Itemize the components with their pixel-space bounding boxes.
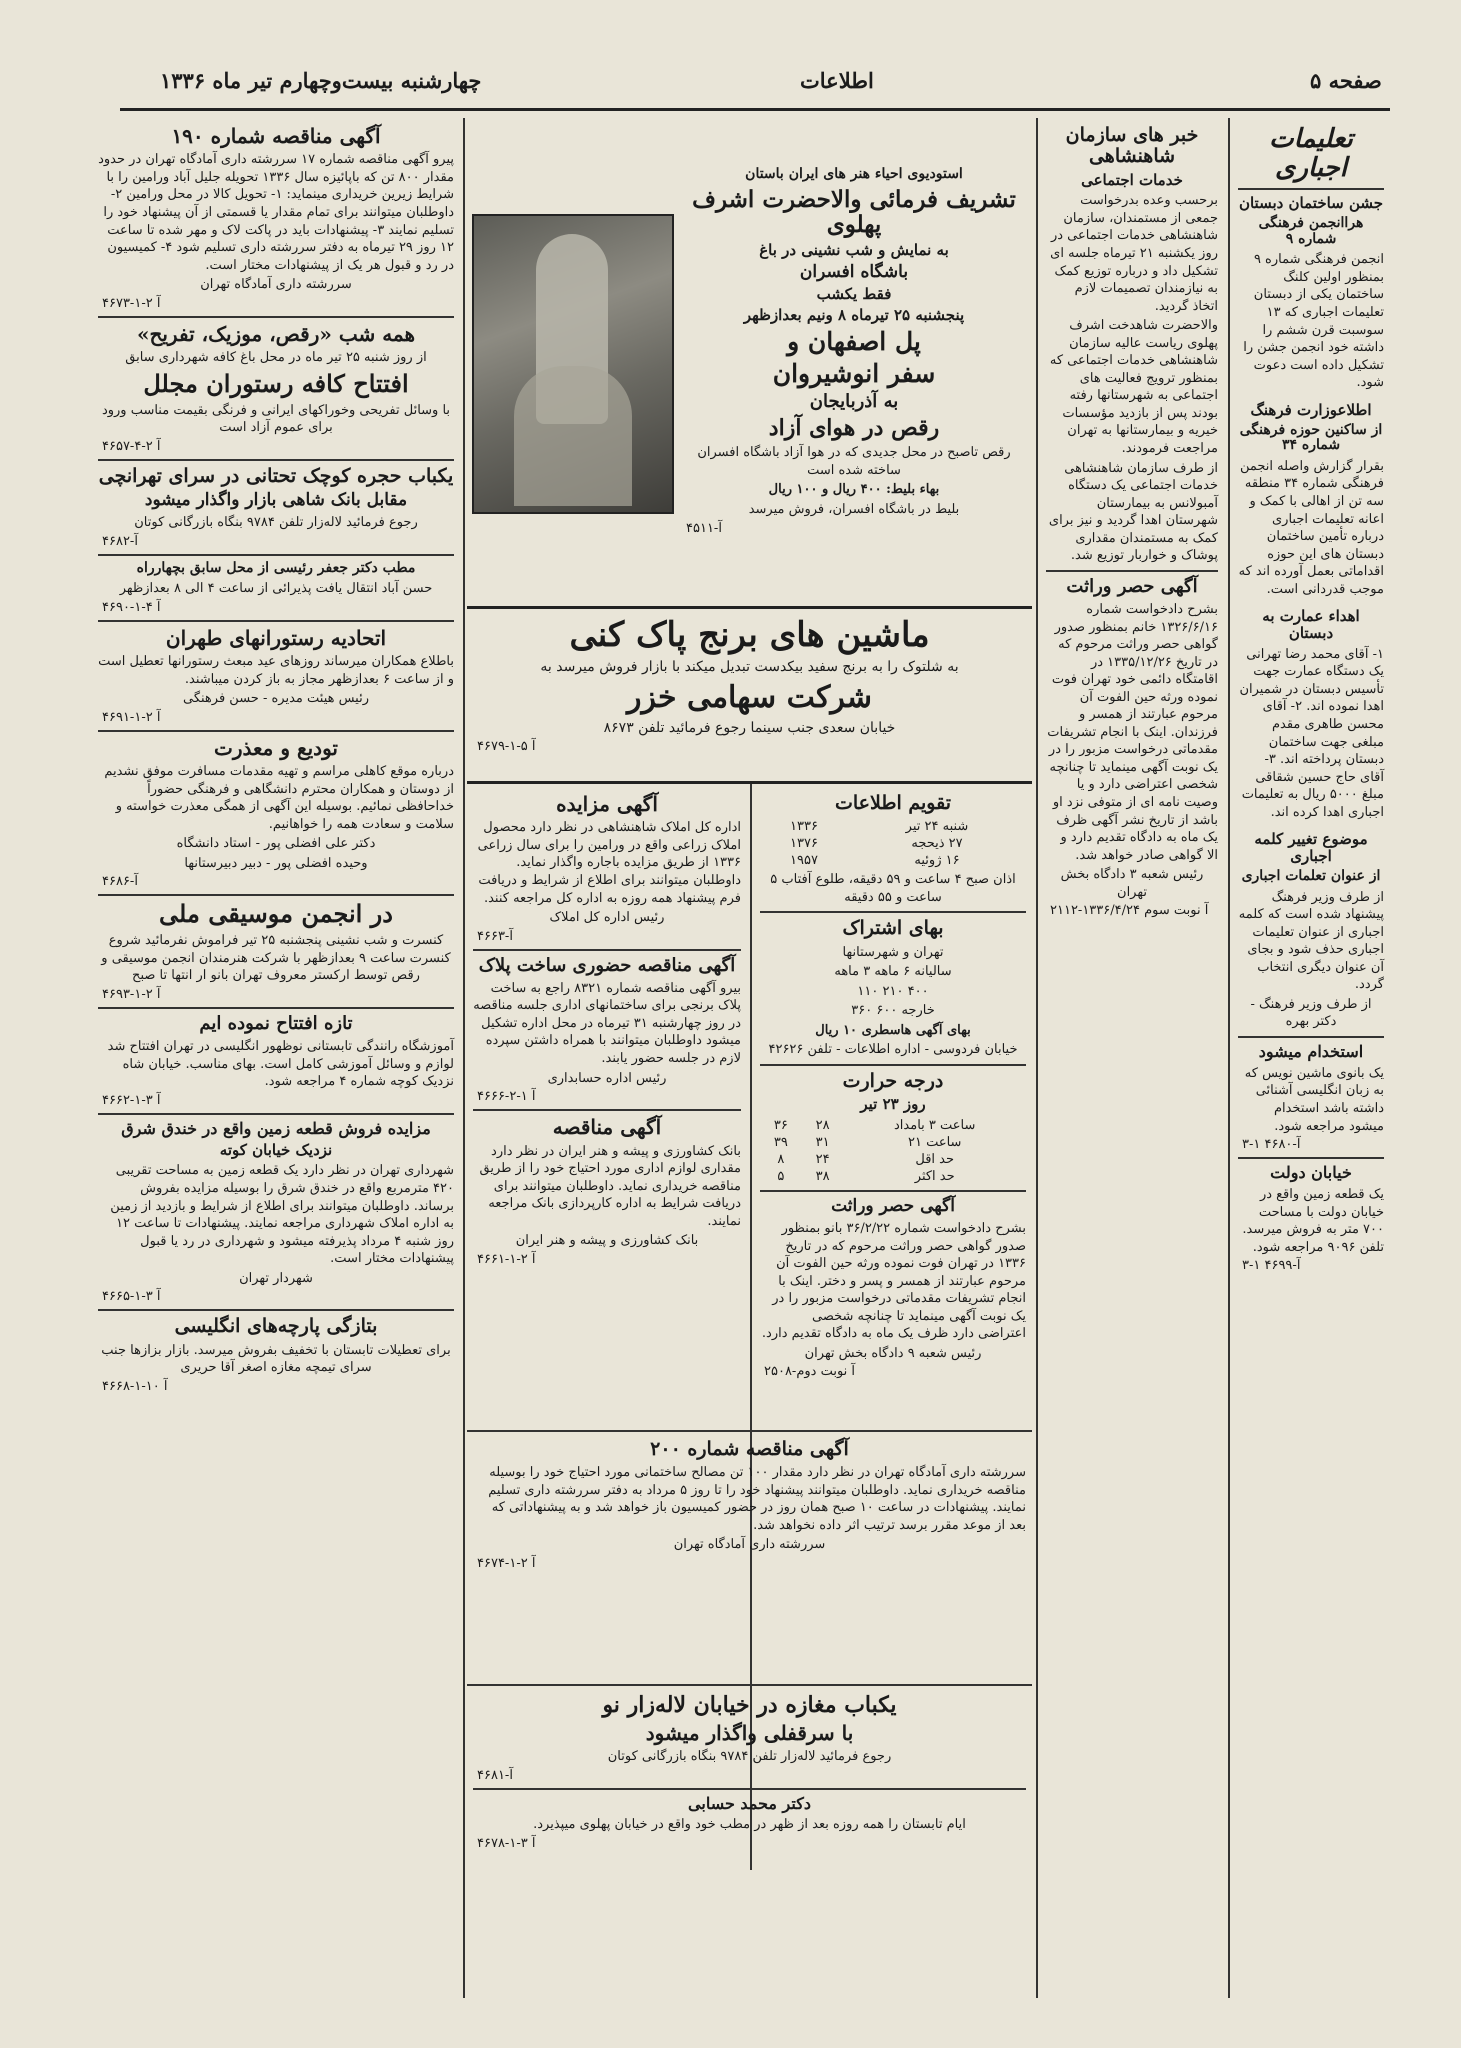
article-body: برحسب وعده بدرخواست جمعی از مستمندان، سازمان شاهنشاهی خدمات اجتماعی در روز یکشنبه ۲۱ تیرماه جلسه ای تشکیل داد و درباره توزیع کمک به نیازمندان تصمیمات لازم اتخاذ گردید.	[1050, 193, 1218, 314]
ad-code: ۴۶۸۲-آ	[102, 533, 138, 549]
section-title: خبر های سازمان شاهنشاهی	[1065, 124, 1199, 168]
rice-machine-ad	[467, 606, 1032, 784]
temperature-cell: ۸	[777, 1151, 785, 1167]
section-title: تعلیمات اجباری	[1269, 124, 1353, 184]
ad-body: اداره کل املاک شاهنشاهی در نظر دارد محصول املاک زراعی واقع در ورامین را برای سال زراعی ۱۳۳۶ از طریق مزایده باجاره واگذار نماید. داوطلبان میتوانند برای اطلاع از شرایط و دریافت فرم پیشنهاد همه روزه به اداره کل مراجعه کنند.	[477, 820, 741, 906]
ad-body: کنسرت و شب نشینی پنجشنبه ۲۵ تیر فراموش نفرمائید شروع کنسرت ساعت ۹ بعدازظهر با شرکت هنرمندان انجمن موسیقی و رقص توسط ارکستر معروف تهران بانو ار انتها تا صبح	[101, 933, 451, 984]
temperature-cell: ساعت ۳ بامداد	[894, 1117, 976, 1133]
temperature-cell: ۲۸	[815, 1117, 830, 1133]
ad-title: آگهی مناقصه شماره ۲۰۰	[650, 1438, 849, 1460]
ad-code: ۴۶۹۰-آ ۴-۱	[102, 599, 161, 615]
ad-code: ۴۶۷۳-آ ۲-۱	[102, 295, 161, 311]
ad-signature: رئیس شعبه ۳ دادگاه بخش تهران	[1060, 867, 1204, 900]
subscription-line: تهران و شهرستانها	[842, 944, 944, 960]
calendar-cell: ۱۶ ژوئیه	[914, 853, 960, 869]
page-header	[120, 58, 1390, 111]
ad-code: ۳-۱ ۴۶۹۹-آ	[1242, 1258, 1301, 1274]
ad-body: شهرداری تهران در نظر دارد یک قطعه زمین به مساحت تقریبی ۴۲۰ مترمربع واقع در خندق شرق را بوسیله مزایده بفروش برساند. داوطلبان میتوانند برای اطلاع از شرایط و بازدید از زمین به اداره املاک شهرداری مراجعه نمایند. پیشنهادات تا ساعت ۱۲ روز شنبه ۴ مرداد پذیرفته میشود و شهرداری در رد یا قبول پیشنهادات مختار است.	[110, 1163, 454, 1267]
show-program: به آذربایجان	[809, 390, 899, 412]
ad-code: ۴۶۶۱-آ ۲-۱	[477, 1251, 536, 1267]
calendar-cell: شنبه ۲۴ تیر	[905, 819, 969, 835]
show-studio: استودیوی احیاء هنر های ایران باستان	[745, 166, 963, 182]
column-rule	[1036, 118, 1038, 1998]
shop-contact: رجوع فرمائید لاله‌زار تلفن ۹۷۸۴ بنگاه بازرگانی کوتان	[607, 1749, 892, 1765]
ad-title: همه شب «رقص، موزیک، تفریح»	[136, 321, 416, 346]
ad-title: آگهی مناقصه	[552, 1115, 662, 1140]
temperature-row	[760, 1151, 1026, 1168]
ad-signature: رئیس اداره کل املاک	[549, 910, 665, 926]
temperature-cell: ساعت ۲۱	[907, 1134, 962, 1150]
ad-code: ۴۵۱۱-آ	[686, 520, 722, 536]
ad-subline: نزدیک خیابان کوته	[219, 1140, 333, 1159]
ad-code: ۴۶۹۱-آ ۲-۱	[102, 709, 161, 725]
ad-code: ۴۶۶۸-آ ۱۰-۱	[102, 1378, 168, 1394]
calendar-title: تقویم اطلاعات	[834, 792, 951, 814]
ad-signature: دکتر علی افضلی پور - استاد دانشگاه	[176, 836, 376, 852]
subscription-title: بهای اشتراک	[842, 917, 944, 940]
calendar-cell: ۱۹۵۷	[790, 853, 818, 869]
ad-body: رجوع فرمائید لاله‌زار تلفن ۹۷۸۴ بنگاه بازرگانی کوتان	[134, 514, 418, 530]
tender-200-ad	[467, 1430, 1032, 1682]
ad-body: یک بانوی ماشین نویس که به زبان انگلیسی آشنائی داشته باشد استخدام میشود مراجعه شود.	[1244, 1065, 1384, 1134]
ad-body: آموزشگاه رانندگی تابستانی نوظهور انگلیسی در تهران افتتاح شد لوازم و وسائل آموزشی کامل است. بهای مناسب. خیابان شاه نزدیک کوچه شماره ۴ مراجعه شود.	[107, 1039, 454, 1090]
article-subtitle: هراانجمن فرهنگی شماره ۹	[1258, 215, 1364, 247]
doctor-note: ایام تابستان را همه روزه بعد از ظهر در مطب خود واقع در خیابان پهلوی میپذیرد.	[533, 1817, 966, 1833]
ad-title: یکباب حجره کوچک تحتانی در سرای تهرانچی	[98, 464, 454, 487]
temperature-title: درجه حرارت	[842, 1069, 944, 1092]
ad-code: ۴۶۶۲-آ ۳-۱	[102, 1092, 161, 1108]
column-education	[1232, 118, 1390, 1998]
ad-code: ۴۶۸۱-آ	[477, 1767, 513, 1783]
ad-body: حسن آباد انتقال یافت پذیرائی از ساعت ۴ الی ۸ بعدازظهر	[119, 581, 433, 597]
temperature-row	[760, 1117, 1026, 1134]
rice-address: خیابان سعدی جنب سینما رجوع فرمائید تلفن ۸۶۷۳	[603, 719, 896, 736]
article-signature: از طرف وزیر فرهنگ - دکتر بهره	[1250, 996, 1372, 1030]
ad-body: باطلاع همکاران میرساند روزهای عید مبعث رستورانها تعطیل است و از ساعت ۶ بعدازظهر مجاز به باز کردن میباشند.	[98, 654, 454, 687]
temperature-cell: ۳۹	[773, 1134, 788, 1150]
ad-code: ۴۶۶۵-آ ۳-۱	[102, 1289, 161, 1305]
calendar-row	[760, 852, 1026, 869]
calendar-note: اذان صبح ۴ ساعت و ۵۹ دقیقه، طلوع آفتاب ۵ ساعت و ۵۵ دقیقه	[770, 872, 1016, 905]
temperature-cell: ۵	[777, 1168, 785, 1184]
temperature-row	[760, 1134, 1026, 1151]
header-page-number: صفحه ۵	[1310, 68, 1382, 93]
ad-title: آگهی مناقصه شماره ۱۹۰	[171, 124, 381, 148]
ad-title: بتازگی پارچه‌های انگلیسی	[174, 1315, 378, 1338]
header-date: چهارشنبه بیست‌وچهارم تیر ماه ۱۳۳۶	[160, 68, 482, 93]
show-venue: باشگاه افسران	[799, 261, 909, 282]
ad-code: ۴۶۷۹-آ ۵-۱	[477, 739, 536, 755]
temperature-cell: حد اکثر	[914, 1168, 955, 1184]
article-body: انجمن فرهنگی شماره ۹ بمنظور اولین کلنگ ساختمان یکی از دبستان تعلیمات اجباری که ۱۳ سوسبت قرن ششم را داشته خود انجمن جشن را تشکیل داده است دعوت شود.	[1243, 252, 1384, 391]
subscription-line: سالیانه ۶ ماهه ۳ ماهه	[834, 964, 952, 980]
temperature-subtitle: روز ۲۳ تیر	[860, 1095, 926, 1114]
temperature-cell: ۳۶	[773, 1117, 788, 1133]
ad-body: یک قطعه زمین واقع در خیابان دولت با مساحت ۷۰۰ متر به فروش میرسد. تلفن ۹۰۹۶ مراجعه شود.	[1242, 1186, 1384, 1255]
article-title: اطلاعوزارت فرهنگ	[1250, 400, 1372, 419]
calendar-cell: ۱۳۳۶	[790, 819, 818, 835]
ad-subline: مقابل بانک شاهی بازار واگذار میشود	[144, 489, 408, 510]
ad-signature: وحیده افضلی پور - دبیر دبیرستانها	[184, 855, 368, 871]
show-program: سفر انوشیروان	[772, 358, 936, 388]
ad-title: خیابان دولت	[1270, 1163, 1352, 1183]
column-rule	[1228, 118, 1230, 1998]
article-body: والاحضرت شاهدخت اشرف پهلوی ریاست عالیه سازمان شاهنشاهی خدمات اجتماعی که بمنظور ترویج فعالیت های اجتماعی به شهرستانها رفته بودند پس از بازدید مؤسسات خیریه و بیمارستانها به تهران مراجعت فرمودند.	[1049, 318, 1218, 456]
article-title: موضوع تغییر کلمه اجباری	[1254, 830, 1368, 866]
header-paper-name: اطلاعات	[800, 68, 874, 93]
doctor-name: دکتر محمد حسابی	[688, 1793, 811, 1813]
ad-code: ۴۶۵۷-آ ۲-۴	[102, 438, 161, 454]
ad-code: ۴۶۶۳-آ	[477, 928, 513, 944]
ad-headline: افتتاح کافه رستوران مجلل	[143, 368, 409, 398]
ad-code: ۴۶۶۶-آ ۱-۲	[477, 1089, 536, 1105]
subscription-line: خارجه ۶۰۰ ۳۶۰	[851, 1003, 935, 1019]
ad-code: ۲۵۰۸-آ نوبت دوم	[764, 1364, 856, 1380]
calendar-cell: ۱۳۷۶	[790, 836, 818, 852]
ad-title: اتحادیه رستورانهای طهران	[165, 625, 387, 650]
ad-code: ۴۶۸۶-آ	[102, 874, 138, 890]
subscription-line: ۴۰۰ ۲۱۰ ۱۱۰	[857, 983, 929, 999]
ad-title: آگهی حصر وراثت	[1066, 575, 1198, 597]
ad-signature: رئیس اداره حسابداری	[547, 1070, 667, 1086]
article-subtitle: از عنوان تعلمات اجباری	[1241, 867, 1381, 884]
ad-body: با وسائل تفریحی وخوراکهای ایرانی و فرنگی بقیمت مناسب ورود برای عموم آزاد است	[101, 402, 451, 436]
subscription-line: بهای آگهی هاسطری ۱۰ ریال	[815, 1022, 971, 1038]
ad-body: درباره موقع کاهلی مراسم و تهیه مقدمات مسافرت موفق نشدیم از دوستان و همکاران محترم دانشگاهی و فرهنگی حضوراً خداحافظی نمائیم. بوسیله این آگهی از همگی معذرت خواسته و سلامت و سعادت همه را خواهانیم.	[104, 764, 454, 832]
ad-title: آگهی مناقصه حضوری ساخت پلاک	[478, 954, 736, 976]
rice-company: شرکت سهامی خزر	[626, 679, 873, 715]
section-subtitle: خدمات اجتماعی	[1081, 170, 1183, 189]
ad-title: استخدام میشود	[1258, 1041, 1364, 1061]
calendar-row	[760, 835, 1026, 852]
ad-body: بشرح دادخواست شماره ۱۳۲۶/۶/۱۶ خانم بمنظور صدور گواهی حصر وراثت مرحوم که در تاریخ ۱۳۳۵/۱۲/۲۶ در اقامتگاه دائمی خود تهران فوت نموده ورثه حین الفوت آن مرحوم عبارتند از همسر و فرزندان. اینک با انجام تشریفات مقدماتی درخواست مزبور را در یک نوبت آگهی مینماید تا چنانچه شخصی اعتراضی دارد و یا وصیت نامه ای از متوفی نزد او باشد از تاریخ نشر آگهی ظرف یک ماه به دادگاه تقدیم دارد و الا گواهی صادر خواهد شد.	[1047, 601, 1218, 863]
ad-body: بیرو آگهی مناقصه شماره ۸۳۲۱ راجع به ساخت پلاک برنجی برای ساختمانهای اداری جلسه مناقصه در روز چهارشنبه ۳۱ تیرماه در محل اداره تشکیل میشود داوطلبان میتوانند با همراه داشتن سپرده لازم در جلسه حضور یابند.	[473, 980, 741, 1067]
ad-code: ۲۱۱۲-آ نوبت سوم ۱۳۳۶/۴/۲۴	[1050, 903, 1209, 919]
rice-headline: ماشین های برنج پاک کنی	[569, 615, 930, 655]
ad-signature: سررشته داری آمادگاه تهران	[200, 277, 352, 293]
ad-code: ۳-۱ ۴۶۸۰-آ	[1242, 1137, 1301, 1153]
ad-signature: شهردار تهران	[239, 1270, 313, 1286]
temperature-cell: ۲۴	[815, 1151, 830, 1167]
show-date: پنجشنبه ۲۵ تیرماه ۸ ونیم بعدازظهر	[743, 305, 965, 324]
article-body: از طرف سازمان شاهنشاهی خدمات اجتماعی یک دستگاه آمبولانس به بیمارستان شهرستان اهدا گردید و نیز برای کمک به مستمندان مقداری پوشاک و خواربار توزیع شد.	[1048, 460, 1218, 564]
ad-body: برای تعطیلات تابستان با تخفیف بفروش میرسد. بازار بزازها جنب سرای تیمچه مغازه اصغر آقا حریری	[101, 1342, 451, 1376]
ad-signature: بانک کشاورزی و پیشه و هنر ایران	[515, 1233, 699, 1249]
ad-signature: رئیس شعبه ۹ دادگاه بخش تهران	[804, 1345, 982, 1361]
article-body: ۱- آقای محمد رضا تهرانی یک دستگاه عمارت جهت تأسیس دبستان در شمیران اهدا نموده اند. ۲- آقای محسن طاهری مقدم مبلغی جهت ساختمان دبستان پرداخته اند. ۳- آقای حاج حسین شقاقی مبلغ ۵۰۰۰ ریال به تعلیمات اجباری اهدا کرده اند.	[1239, 646, 1384, 820]
temperature-cell: ۳۸	[815, 1168, 830, 1184]
ad-body: بشرح دادخواست شماره ۳۶/۲/۲۲ بانو بمنظور صدور گواهی حصر وراثت مرحوم که در تاریخ ۱۳۳۶ در تهران فوت نموده ورثه حین الفوت آن مرحوم عبارتند از همسر و پسر و دختر. اینک با انجام تشریفات مقدماتی درخواست مزبور را در یک نوبت آگهی مینماید تا چنانچه شخصی اعتراضی دارد ظرف یک ماه به دادگاه تقدیم دارد.	[761, 1221, 1026, 1342]
temperature-row	[760, 1168, 1026, 1185]
calendar-row	[760, 818, 1026, 835]
ad-body: بانک کشاورزی و پیشه و هنر ایران در نظر دارد مقداری لوازم اداری مورد احتیاج خود را از طریق مناقصه خریداری نماید. داوطلبان میتوانند برای دریافت شرایط به اداره کارپردازی بانک مراجعه نمایند.	[479, 1143, 741, 1229]
shop-subline: با سرقفلی واگذار میشود	[645, 1720, 854, 1745]
show-program: رقص در هوای آزاد	[768, 414, 940, 441]
temperature-table	[760, 1117, 1026, 1185]
show-headline: تشریف فرمائی والاحضرت اشرف پهلوی	[692, 185, 1016, 239]
column-calendar	[754, 786, 1032, 1426]
ad-title: تودیع و معذرت	[214, 735, 338, 760]
show-program: پل اصفهان و	[787, 326, 921, 356]
article-body: بقرار گزارش واصله انجمن فرهنگی شماره ۳۴ منطقه سه تن از اهالی با کمک و اعانه تعلیمات اجباری درباره تأمین ساختمان دبستان های این حوزه اقداماتی بعمل آورده اند که موجب قدردانی است.	[1238, 458, 1384, 597]
dancer-photo	[472, 214, 674, 514]
ad-title: تازه افتتاح نموده ایم	[199, 1012, 353, 1034]
article-title: اهداء عمارت به دبستان	[1262, 607, 1360, 643]
temperature-cell: ۳۱	[815, 1134, 830, 1150]
show-line: فقط یکشب	[816, 285, 892, 303]
article-subtitle: از ساکنین حوزه فرهنگی شماره ۳۴	[1239, 421, 1383, 454]
shop-doctor-ads	[467, 1684, 1032, 1896]
subscription-line: خیابان فردوسی - اداره اطلاعات - تلفن ۴۲۶۲۶	[768, 1042, 1018, 1058]
show-line: رقص تاصبح در محل جدیدی که در هوا آزاد باشگاه افسران ساخته شده است	[697, 445, 1011, 478]
ad-title: آگهی حصر وراثت	[831, 1195, 955, 1216]
calendar-table	[760, 818, 1026, 869]
temperature-cell: حد اقل	[915, 1151, 955, 1167]
show-line: بلیط در باشگاه افسران، فروش میرسد	[748, 502, 960, 518]
ad-signature: سررشته داری آمادگاه تهران	[673, 1537, 826, 1553]
column-rule	[463, 118, 465, 1998]
article-title: جشن ساختمان دبستان	[1238, 194, 1384, 213]
ad-title: آگهی مزایده	[556, 792, 658, 816]
ad-code: ۴۶۷۴-آ ۲-۱	[477, 1556, 536, 1571]
rice-subline: به شلتوک را به برنج سفید بیکدست تبدیل میکند با بازار فروش میرسد به	[540, 659, 959, 676]
article-body: از طرف وزیر فرهنگ پیشنهاد شده است که کلمه اجباری از عنوان تعلیمات اجباری حذف شود و بجای آن عنوان دیگری انتخاب گردد.	[1238, 889, 1384, 993]
ad-subline: از روز شنبه ۲۵ تیر ماه در محل باغ کافه شهرداری سابق	[125, 350, 427, 366]
ad-title: مطب دکتر جعفر رئیسی از محل سابق بچهارراه	[136, 559, 416, 576]
calendar-cell: ۲۷ ذیحجه	[911, 836, 963, 852]
column-classifieds	[92, 118, 460, 1998]
ad-code: ۴۶۹۳-آ ۲-۱	[102, 986, 161, 1002]
column-royal-org	[1040, 118, 1224, 1998]
ad-body: پیرو آگهی مناقصه شماره ۱۷ سررشته داری آمادگاه تهران در حدود مقدار ۸۰۰ تن که باپائیزه سال ۱۳۳۶ تحویله جلیل آباد ورامین را با شرایط زیرین خریداری مینماید: ۱- تحویل کالا در محل ورامین ۲- داوطلبان میتوانند برای تمام مقدار یا قسمتی از آن پیشنهاد خود را تسلیم نمایند ۳- پیشنهادات باید در پاکت لاک و مهر شده تا ساعت ۱۲ روز ۲۹ تیرماه به دفتر سررشته داری تسلیم شود ۴- کمیسیون در رد و قبول هر یک از پیشنهادات مختار است.	[98, 152, 454, 273]
show-price: بهاء بلیط: ۴۰۰ ریال و ۱۰۰ ریال	[768, 482, 940, 498]
ad-title: در انجمن موسیقی ملی	[159, 899, 393, 929]
ad-signature: رئیس هیئت مدیره - حسن فرهنگی	[182, 691, 369, 707]
show-ad	[676, 160, 1032, 590]
ad-body: سررشته داری آمادگاه تهران در نظر دارد مقدار ۱۰۰ تن مصالح ساختمانی مورد احتیاج خود را بوسیله مناقصه خریداری نماید. داوطلبان میتوانند پیشنهاد خود را تا روز ۵ مرداد به دفتر سررشته داری تسلیم نمایند. پیشنهادات در ساعت ۱۰ صبح همان روز در حضور کمیسیون باز خواهد شد و به پیشنهاداتی که بعد از موعد مقرر برسد ترتیب اثر داده نخواهد شد.	[488, 1465, 1026, 1533]
ad-title: مزایده فروش قطعه زمین واقع در خندق شرق	[121, 1118, 431, 1138]
show-line: به نمایش و شب نشینی در باغ	[759, 241, 949, 260]
ad-code: ۴۶۷۸-آ ۳-۱	[477, 1836, 536, 1852]
column-tenders	[467, 786, 747, 1426]
shop-headline: یکباب مغازه در خیابان لاله‌زار نو	[602, 1692, 897, 1718]
